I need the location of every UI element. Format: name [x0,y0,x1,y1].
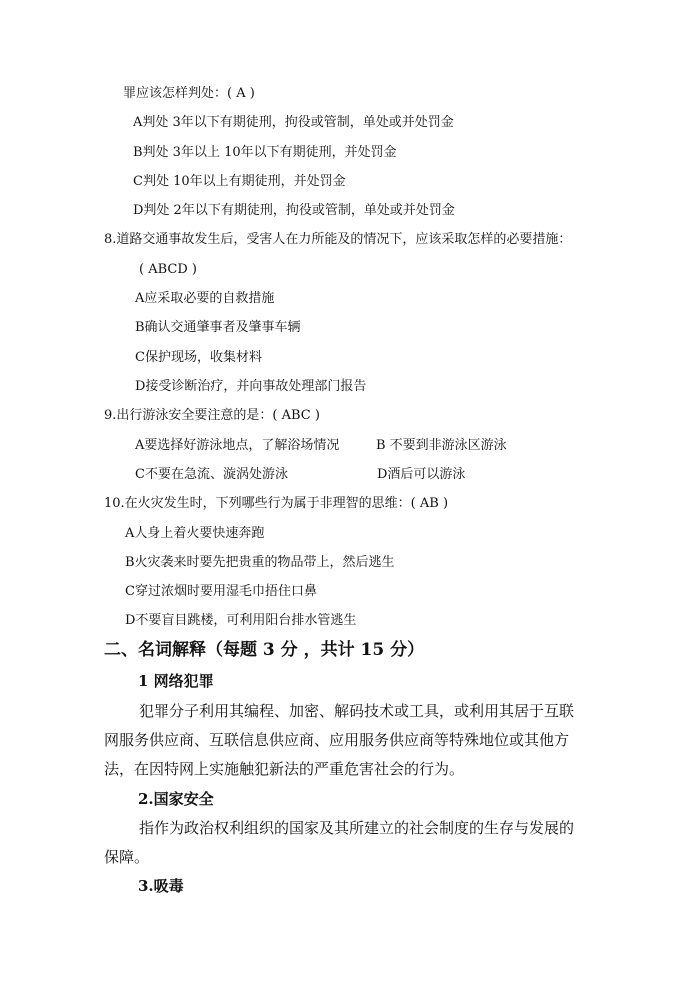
q8-answer: ( ABCD ) [139,262,197,277]
term-2-line-1: 指作为政治权利组织的国家及其所建立的社会制度的生存与发展的 [139,819,575,837]
q10-stem: 10.在火灾发生时，下列哪些行为属于非理智的思维：( AB ) [104,496,449,511]
term-2-line-2: 保障。 [104,848,150,866]
term-1-line-3: 法，在因特网上实施触犯新法的严重危害社会的行为。 [104,760,465,778]
q7-option-d: D判处 2年以下有期徒刑，拘役或管制，单处或并处罚金 [133,203,455,218]
q9-option-b: B 不要到非游泳区游泳 [376,438,507,453]
term-1-title: 1 网络犯罪 [138,672,214,690]
q7-option-b: B判处 3年以上 10年以下有期徒刑，并处罚金 [133,145,397,160]
q9-option-d: D酒后可以游泳 [377,467,466,482]
q10-option-c: C穿过浓烟时要用湿毛巾捂住口鼻 [125,584,317,599]
q8-option-c: C保护现场，收集材料 [135,350,262,365]
section-heading: 二、名词解释（每题 3 分 ，共计 15 分） [104,640,425,660]
term-1-line-2: 网服务供应商、互联信息供应商、应用服务供应商等特殊地位或其他方 [104,731,570,749]
term-3-title: 3.吸毒 [138,877,184,895]
q10-option-d: D不要盲目跳楼，可利用阳台排水管逃生 [125,613,357,628]
q7-stem-tail: 罪应该怎样判处：( A ) [123,86,255,101]
q10-option-b: B火灾袭来时要先把贵重的物品带上，然后逃生 [125,555,395,570]
q8-option-a: A应采取必要的自救措施 [135,291,275,306]
q10-option-a: A人身上着火要快速奔跑 [125,526,265,541]
term-2-title: 2.国家安全 [138,790,214,808]
q9-option-c: C不要在急流、漩涡处游泳 [135,467,288,482]
q8-stem: 8.道路交通事故发生后，受害人在力所能及的情况下，应该采取怎样的必要措施： [104,232,572,247]
q8-option-b: B确认交通肇事者及肇事车辆 [135,320,301,335]
q9-stem: 9.出行游泳安全要注意的是：( ABC ) [104,408,320,423]
q7-option-a: A判处 3年以下有期徒刑，拘役或管制，单处或并处罚金 [133,115,454,130]
q8-option-d: D接受诊断治疗，并向事故处理部门报告 [135,379,367,394]
term-1-line-1: 犯罪分子利用其编程、加密、解码技术或工具，或利用其居于互联 [139,702,575,720]
q9-option-a: A要选择好游泳地点，了解浴场情况 [135,438,340,453]
q7-option-c: C判处 10年以上有期徒刑，并处罚金 [133,174,346,189]
